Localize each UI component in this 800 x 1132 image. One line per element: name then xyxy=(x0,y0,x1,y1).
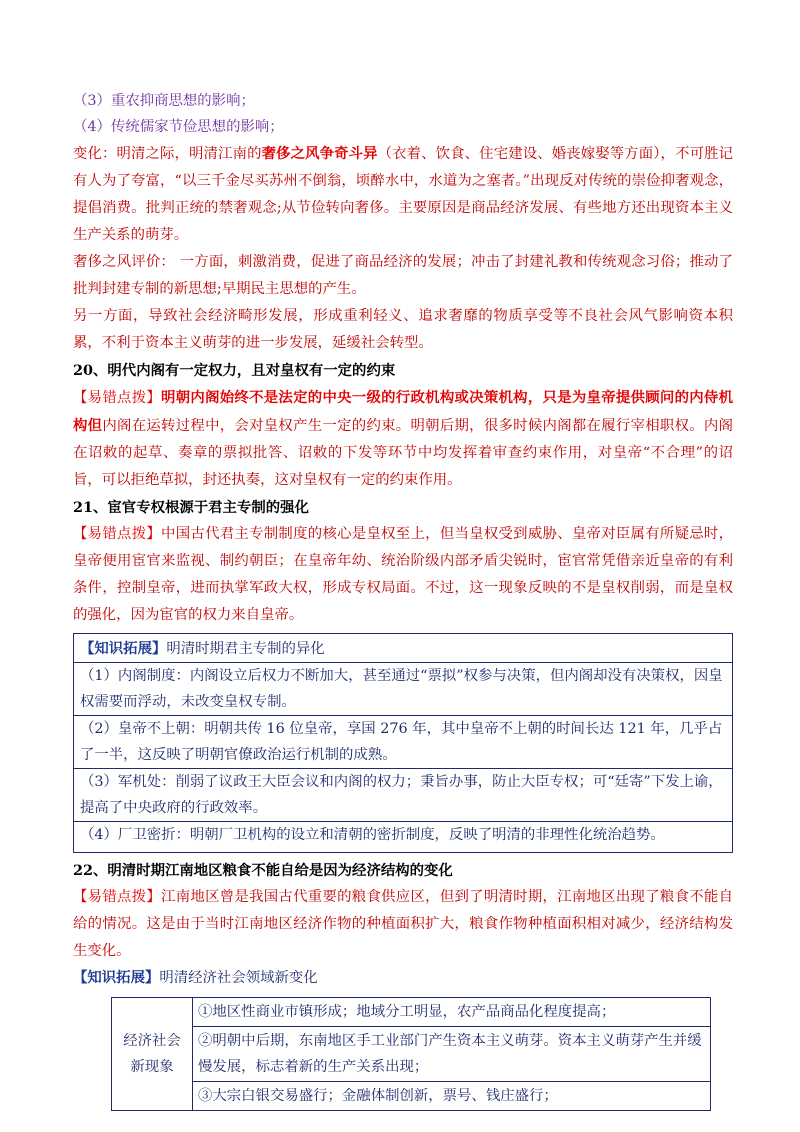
extension-title-row xyxy=(73,965,733,991)
section-20-body xyxy=(73,384,733,494)
s21-tag: 【易错点拨】 xyxy=(73,526,162,542)
change-paragraph xyxy=(73,140,733,249)
section-21-body xyxy=(73,521,733,629)
box-title-row xyxy=(80,636,726,662)
box-row-3: （3）军机处：削弱了议政王大臣会议和内阁的权力；秉旨办事，防止大臣专权；可“廷寄”下发上谕，提高了中央政府的行政效率。 xyxy=(80,774,723,816)
knowledge-extension-box xyxy=(73,633,733,853)
ext-tag: 【知识拓展】 xyxy=(73,969,160,986)
s22-tag: 【易错点拨】 xyxy=(73,889,162,905)
economy-table xyxy=(111,997,711,1111)
table-cell-2: ②明朝中后期，东南地区手工业部门产生资本主义萌芽。资本主义萌芽产生并缓慢发展，标志着新的生产关系出现； xyxy=(193,1027,711,1082)
table-row xyxy=(112,998,711,1027)
evaluation-p1: 奢侈之风评价： 一方面，刺激消费，促进了商品经济的发展；冲击了封建礼教和传统观念习俗；推动了批判封建专制的新思想;早期民主思想的产生。 xyxy=(73,254,733,297)
section-20-heading: 20、明代内阁有一定权力，且对皇权有一定的约束 xyxy=(73,362,396,379)
box-row-4: （4）厂卫密折：明朝厂卫机构的设立和清朝的密折制度，反映了明清的非理性化统治趋势。 xyxy=(80,827,665,843)
table-row xyxy=(112,1027,711,1082)
table-label-cell: 经济社会新现象 xyxy=(112,998,193,1111)
item-3: （3）重农抑商思想的影响； xyxy=(73,93,255,109)
s20-rest: 内阁在运转过程中，会对皇权产生一定的约束。明朝后期，很多时候内阁都在履行宰相职权。内阁在诏敕的起草、奏章的票拟批答、诏敕的下发等环节中均发挥着审查约束作用，对皇帝“不合理”的诏旨，可以拒绝草拟，封还执奏，这对皇权有一定的约束作用。 xyxy=(73,418,733,488)
document-page xyxy=(73,88,733,1111)
change-bold: 奢侈之风争奇斗异 xyxy=(261,145,378,162)
box-title: 明清时期君主专制的异化 xyxy=(166,641,325,657)
box-row-1: （1）内阁制度：内阁设立后权力不断加大，甚至通过“票拟”权参与决策，但内阁却没有决策权，因皇权需要而浮动，未改变皇权专制。 xyxy=(80,668,723,710)
s22-rest: 江南地区曾是我国古代重要的粮食供应区，但到了明清时期，江南地区出现了粮食不能自给的情况。这是由于当时江南地区经济作物的种植面积扩大，粮食作物种植面积相对减少，经济结构发生变化。 xyxy=(73,889,733,959)
evaluation-p2: 另一方面，导致社会经济畸形发展，形成重利轻义、追求奢靡的物质享受等不良社会风气影响资本积累，不利于资本主义萌芽的进一步发展，延缓社会转型。 xyxy=(73,308,733,351)
section-21-heading: 21、宦官专权根源于君主专制的强化 xyxy=(73,499,309,516)
s21-rest: 中国古代君主专制制度的核心是皇权至上，但当皇权受到威胁、皇帝对臣属有所疑忌时，皇帝便用宦官来监视、制约朝臣；在皇帝年幼、统治阶级内部矛盾尖锐时，宦官常凭借亲近皇帝的有利条件，控制皇帝，进而执掌军政大权，形成专权局面。不过，这一现象反映的不是皇权削弱，而是皇权的强化，因为宦官的权力来自皇帝。 xyxy=(73,526,733,623)
change-prefix: 变化：明清之际，明清江南的 xyxy=(73,146,262,162)
box-row-2: （2）皇帝不上朝：明朝共传 16 位皇帝，享国 276 年，其中皇帝不上朝的时间长达 121 年，几乎占了一半，这反映了明朝官僚政治运行机制的成熟。 xyxy=(80,721,723,763)
box-tag: 【知识拓展】 xyxy=(80,640,167,657)
item-4: （4）传统儒家节俭思想的影响； xyxy=(73,119,284,135)
table-row xyxy=(112,1082,711,1111)
change-rest: （衣着、饮食、住宅建设、婚丧嫁娶等方面），不可胜记有人为了夸富，“以三千金尽买苏州不倒翁，顷醉水中，水道为之塞者。”出现反对传统的崇俭抑奢观念，提倡消费。批判正统的禁奢观念;从节俭转向奢侈。主要原因是商品经济发展、有些地方还出现资本主义生产关系的萌芽。 xyxy=(73,146,733,243)
s20-bold: 明朝内阁始终不是法定的中央一级的行政机构或决策机构，只是为皇帝提供顾问的内侍机构但 xyxy=(73,389,733,434)
table-cell-3: ③大宗白银交易盛行；金融体制创新，票号、钱庄盛行； xyxy=(193,1082,711,1111)
s20-tag: 【易错点拨】 xyxy=(73,390,162,406)
table-cell-1: ①地区性商业市镇形成；地域分工明显，农产品商品化程度提高； xyxy=(193,998,711,1027)
section-22-heading: 22、明清时期江南地区粮食不能自给是因为经济结构的变化 xyxy=(73,862,453,879)
ext-title: 明清经济社会领域新变化 xyxy=(159,970,318,986)
section-22-body xyxy=(73,884,733,965)
